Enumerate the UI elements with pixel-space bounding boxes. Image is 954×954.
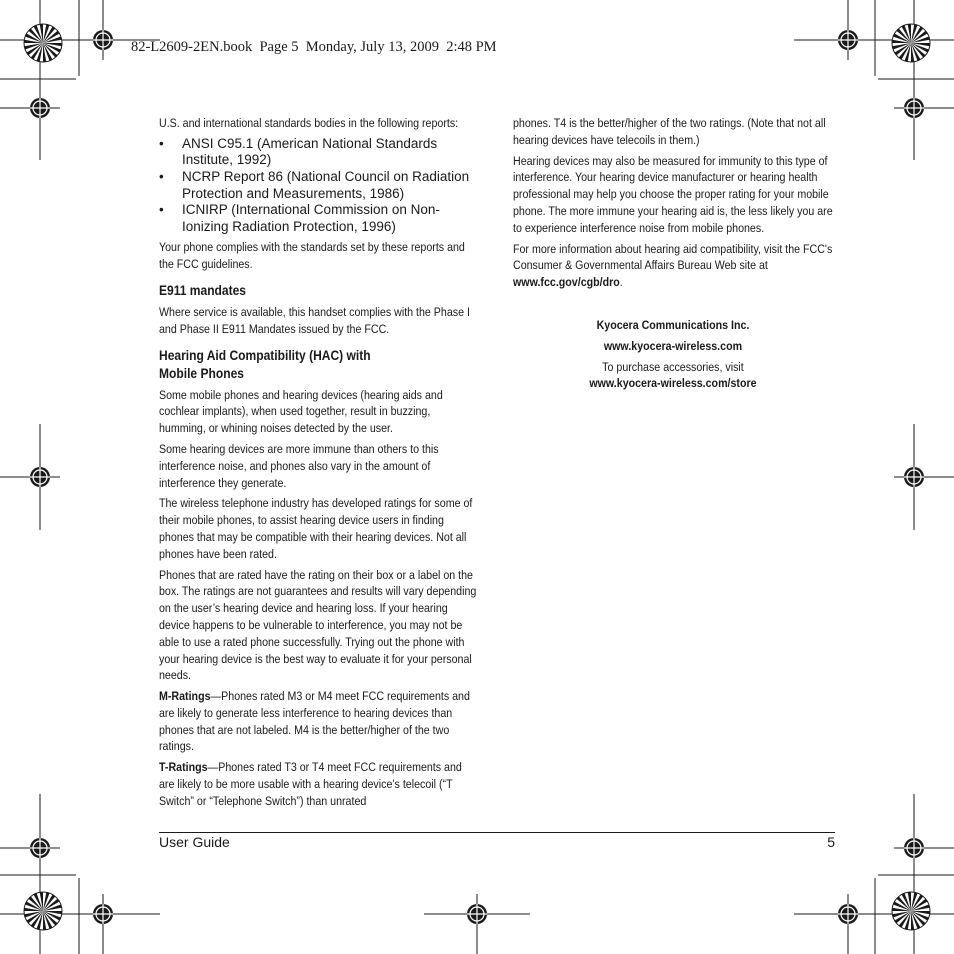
immunity-paragraph: Hearing devices may also be measured for immunity to this type of interference. Your hearing device manufacturer or hearing health professional may help you choose the proper rating for your mobile phone. The more immune your hearing aid is, the less likely you are to experience interference noise from mobile phones.	[513, 153, 833, 235]
bullet-glyph: •	[159, 135, 164, 151]
registration-target-icon	[30, 98, 50, 118]
registration-target-icon	[904, 838, 924, 858]
e911-paragraph: Where service is available, this handset complies with the Phase I and Phase II E911 Mandates issued by the FCC.	[159, 304, 470, 336]
t-ratings-label: T-Ratings	[159, 760, 208, 775]
hac-heading: Hearing Aid Compatibility (HAC) with Mobile Phones	[159, 346, 371, 381]
hac-paragraph-2: Some hearing devices are more immune than others to this interference noise, and phones also vary in the amount of interference they generate.	[159, 441, 439, 490]
list-item: • ICNIRP (International Commission on Non-Ionizing Radiation Protection, 1996)	[159, 202, 440, 234]
hac-paragraph-3: The wireless telephone industry has developed ratings for some of their mobile phones, to assist hearing device users in finding phones that may be compatible with their hearing devices. Not all phones have been rated.	[159, 496, 473, 561]
registration-target-icon	[467, 904, 487, 924]
m-ratings-paragraph: M-Ratings—Phones rated M3 or M4 meet FCC requirements and are likely to generate less interference to hearing devices than phones that are not labeled. M4 is the better/higher of the two ratings.	[159, 689, 470, 754]
starburst-target-icon	[892, 892, 930, 930]
list-item: • NCRP Report 86 (National Council on Radiation Protection and Measurements, 1986)	[159, 168, 470, 201]
company-website[interactable]: www.kyocera-wireless.com	[603, 338, 743, 353]
registration-target-icon	[838, 30, 858, 50]
registration-target-icon	[93, 904, 113, 924]
bullet-glyph: •	[159, 202, 164, 218]
complies-paragraph: Your phone complies with the standards set by these reports and the FCC guidelines.	[159, 240, 465, 272]
purchase-text: To purchase accessories, visit	[602, 359, 744, 374]
hac-paragraph-1: Some mobile phones and hearing devices (hearing aids and cochlear implants), when used together, result in buzzing, humming, or whining noises detected by the user.	[159, 387, 443, 436]
starburst-target-icon	[892, 24, 930, 62]
fcc-link[interactable]: www.fcc.gov/cgb/dro	[513, 275, 620, 290]
registration-target-icon	[30, 467, 50, 487]
e911-heading: E911 mandates	[159, 281, 247, 298]
intro-paragraph: U.S. and international standards bodies in the following reports:	[159, 116, 459, 130]
page-number: 5	[827, 834, 835, 850]
registration-target-icon	[904, 467, 924, 487]
registration-target-icon	[838, 904, 858, 924]
hac-paragraph-4: Phones that are rated have the rating on their box or a label on the box. The ratings are not guarantees and results will vary depending on the user’s hearing device and hearing loss. If your hearing device happens to be vulnerable to interference, you may not be able to use a rated phone successfully. Trying out the phone with your hearing device is the best way to evaluate it for your personal needs.	[159, 567, 477, 683]
t-ratings-paragraph: T-Ratings—Phones rated T3 or T4 meet FCC requirements and are likely to be more usable with a hearing device’s telecoil (“T Switch” or “Telephone Switch”) than unrated	[159, 760, 462, 808]
m-ratings-label: M-Ratings	[159, 689, 211, 704]
starburst-target-icon	[24, 892, 62, 930]
bullet-glyph: •	[159, 168, 164, 184]
print-slug: 82-L2609-2EN.book Page 5 Monday, July 13, 2009 2:48 PM	[131, 39, 497, 55]
registration-target-icon	[93, 30, 113, 50]
starburst-target-icon	[24, 24, 62, 62]
telecoil-paragraph: phones. T4 is the better/higher of the two ratings. (Note that not all hearing devices have telecoils in them.)	[513, 116, 826, 147]
registration-target-icon	[30, 838, 50, 858]
more-info-paragraph: For more information about hearing aid compatibility, visit the FCC's Consumer & Governmental Affairs Bureau Web site at www.fcc.gov/cgb/dro.	[513, 241, 833, 290]
store-link[interactable]: www.kyocera-wireless.com/store	[589, 376, 757, 391]
company-name: Kyocera Communications Inc.	[596, 317, 750, 332]
list-item: • ANSI C95.1 (American National Standards Institute, 1992)	[159, 135, 438, 168]
footer-title: User Guide	[159, 834, 230, 850]
registration-target-icon	[904, 98, 924, 118]
